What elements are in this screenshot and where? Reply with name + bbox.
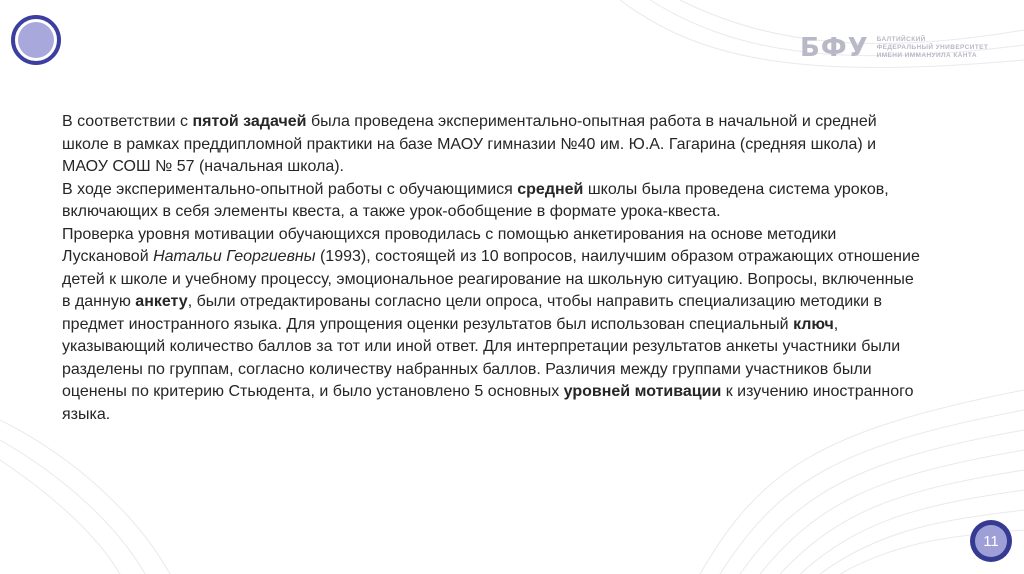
text-span: , указывающий количество баллов за тот или иной ответ. Для интерпретации результатов анкеты участники были разделены по группам, согласно количеству набранных баллов. Различия между группами участников были оценены по критерию Стьюдента, и было установлено 5 основных <box>62 315 901 400</box>
paragraph-2 <box>62 179 922 224</box>
page-number: 11 <box>975 525 1007 557</box>
text-span: школы была проведена система уроков, включающих в себя элементы квеста, а также урок-обобщение в формате урока-квеста. <box>62 180 889 220</box>
italic-text: Натальи Георгиевны <box>153 248 316 265</box>
text-span: была проведена экспериментально-опытная работа в начальной и средней школе в рамках преддипломной практики на базе МАОУ гимназии №40 им. Ю.А. Гагарина (средняя школа) и МАОУ СОШ № 57 (начальная школа). <box>62 113 877 175</box>
paragraph-1 <box>62 111 922 179</box>
logo-circle-inner <box>18 22 54 58</box>
text-span: (1993), состоящей из 10 вопросов, наилучшим образом отражающих отношение детей к школе и учебному процессу, эмоциональное реагирование на школьную ситуацию. Вопросы, включенные в данную <box>62 248 920 310</box>
bold-text: анкету <box>135 293 188 310</box>
text-span: к изучению иностранного языка. <box>62 383 914 423</box>
university-name-line2: ФЕДЕРАЛЬНЫЙ УНИВЕРСИТЕТ <box>876 44 989 51</box>
text-span: В ходе экспериментально-опытной работы с обучающимися <box>62 180 518 198</box>
text-span: , были отредактированы согласно цели опроса, чтобы направить специализацию методики в предмет иностранного языка. Для упрощения оценки результатов был использован специальный <box>62 293 883 333</box>
university-name-line3: ИМЕНИ ИММАНУИЛА КАНТА <box>876 52 977 59</box>
page-number-badge <box>970 520 1012 562</box>
bold-text: ключ <box>793 315 834 333</box>
university-name <box>877 36 989 60</box>
university-logo-mark: БФУ <box>800 33 869 63</box>
slide-body <box>62 111 922 426</box>
university-name-line1: БАЛТИЙСКИЙ <box>876 36 926 43</box>
text-span: Проверка уровня мотивации обучающихся проводилась с помощью анкетирования на основе методики Лускановой <box>62 225 837 265</box>
bold-text: уровней мотивации <box>563 383 722 400</box>
logo-circle <box>11 15 61 65</box>
bold-text: средней <box>517 180 584 198</box>
paragraph-3 <box>62 224 922 427</box>
text-span: В соответствии с <box>62 113 193 130</box>
bold-text: пятой задачей <box>192 113 307 130</box>
university-logo <box>800 33 988 63</box>
